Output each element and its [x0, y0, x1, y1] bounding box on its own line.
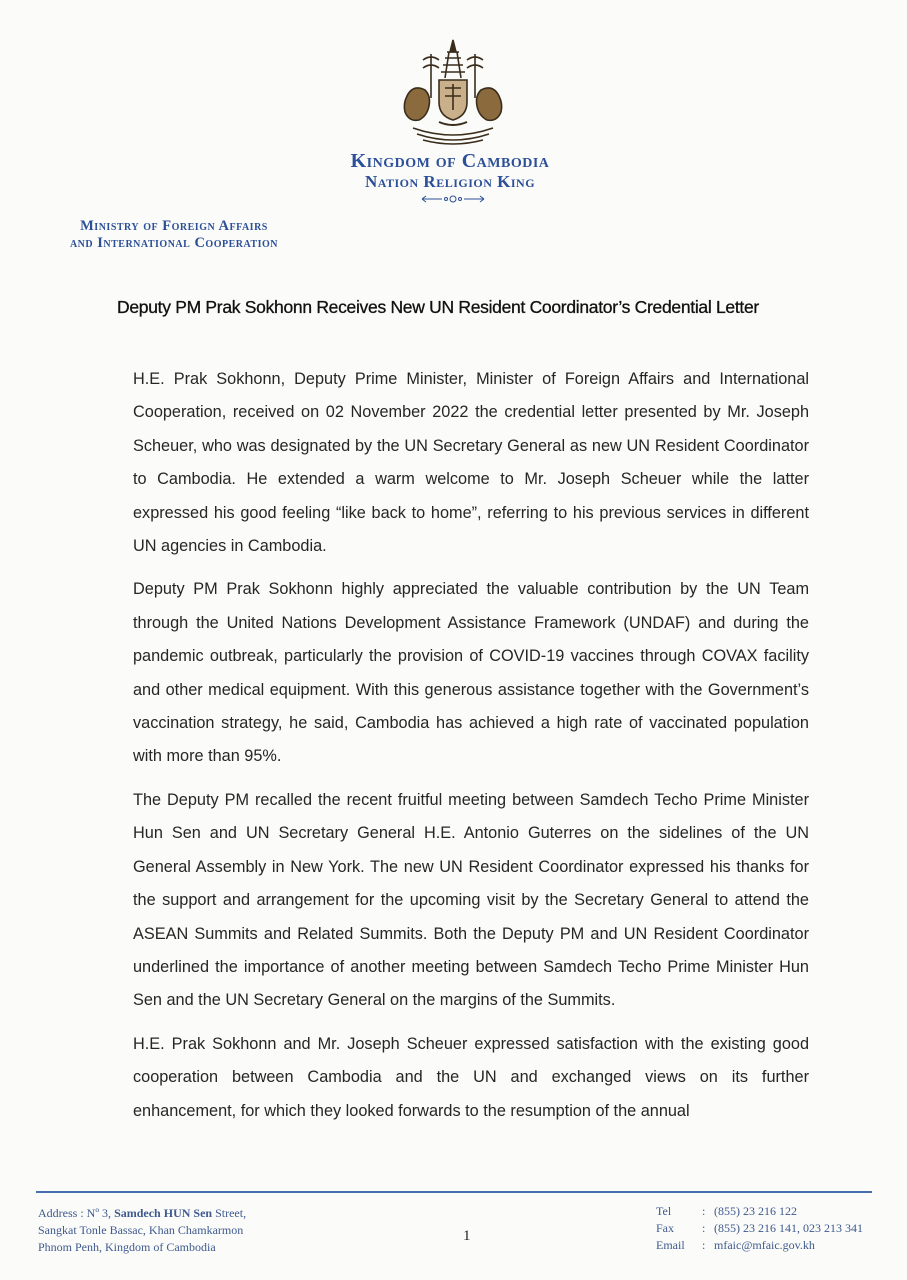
footer-divider [36, 1191, 872, 1193]
ministry-name-line1: Ministry of Foreign Affairs [80, 218, 268, 234]
royal-coat-of-arms-icon [393, 38, 513, 150]
email-label: Email [656, 1238, 685, 1252]
tel-value: (855) 23 216 122 [714, 1204, 797, 1218]
paragraph: The Deputy PM recalled the recent fruitful meeting between Samdech Techo Prime Minister Hun Sen and UN Secretary General H.E. Antonio Guterres on the sidelines of the UN General Assembly in New York. The new UN Resident Coordinator expressed his thanks for the support and arrangement for the upcoming visit by the Secretary General to attend the ASEAN Summits and Related Summits. Both the Deputy PM and UN Resident Coordinator underlined the importance of another meeting between Samdech Techo Prime Minister Hun Sen and the UN Secretary General on the margins of the Summits. [133, 790, 809, 1010]
paragraph: H.E. Prak Sokhonn, Deputy Prime Minister, Minister of Foreign Affairs and International Cooperation, received on 02 November 2022 the credential letter presented by Mr. Joseph Scheuer, who was designated by the UN Secretary General as new UN Resident Coordinator to Cambodia. He extended a warm welcome to Mr. Joseph Scheuer while the latter expressed his good feeling “like back to home”, referring to his previous services in different UN agencies in Cambodia. [133, 370, 809, 556]
contact-info [656, 1203, 896, 1254]
tel-label: Tel [656, 1204, 672, 1218]
paragraph: H.E. Prak Sokhonn and Mr. Joseph Scheuer expressed satisfaction with the existing good cooperation between Cambodia and the UN and exchanged views on its further enhancement, for which they looked forwards to the resumption of the annual [133, 1034, 809, 1120]
tel-row: Tel : (855) 23 216 122 [656, 1204, 797, 1218]
ministry-address [38, 1205, 338, 1256]
address-line2: Sangkat Tonle Bassac, Khan Chamkarmon [38, 1223, 244, 1237]
email-link[interactable]: mfaic@mfaic.gov.kh [714, 1238, 815, 1252]
ministry-name-line2: and International Cooperation [69, 235, 279, 251]
fax-value: (855) 23 216 141, 023 213 341 [714, 1221, 863, 1235]
ornament-divider-icon [418, 193, 488, 205]
email-row: Email : mfaic@mfaic.gov.kh [656, 1238, 815, 1252]
national-motto: Nation Religion King [364, 172, 536, 191]
address-street: Samdech HUN Sen [114, 1206, 213, 1220]
fax-row: Fax : (855) 23 216 141, 023 213 341 [656, 1221, 863, 1235]
address-line3: Phnom Penh, Kingdom of Cambodia [38, 1240, 216, 1254]
fax-label: Fax [656, 1221, 674, 1235]
paragraph: Deputy PM Prak Sokhonn highly appreciated the valuable contribution by the UN Team through the United Nations Development Assistance Framework (UNDAF) and during the pandemic outbreak, particularly the provision of COVID-19 vaccines through COVAX facility and other medical equipment. With this generous assistance together with the Government’s vaccination strategy, he said, Cambodia has achieved a high rate of vaccinated population with more than 95%. [133, 580, 809, 766]
press-release-title: Deputy PM Prak Sokhonn Receives New UN Resident Coordinator’s Credential Letter [117, 297, 759, 317]
kingdom-title: Kingdom of Cambodia [350, 150, 550, 172]
press-release-body [133, 363, 809, 1138]
address-line1 [38, 1205, 338, 1222]
address-prefix: Address : Nº 3, [38, 1206, 115, 1220]
page-number: 1 [463, 1228, 471, 1244]
address-suffix: Street, [212, 1206, 247, 1220]
ministry-name [36, 218, 312, 252]
